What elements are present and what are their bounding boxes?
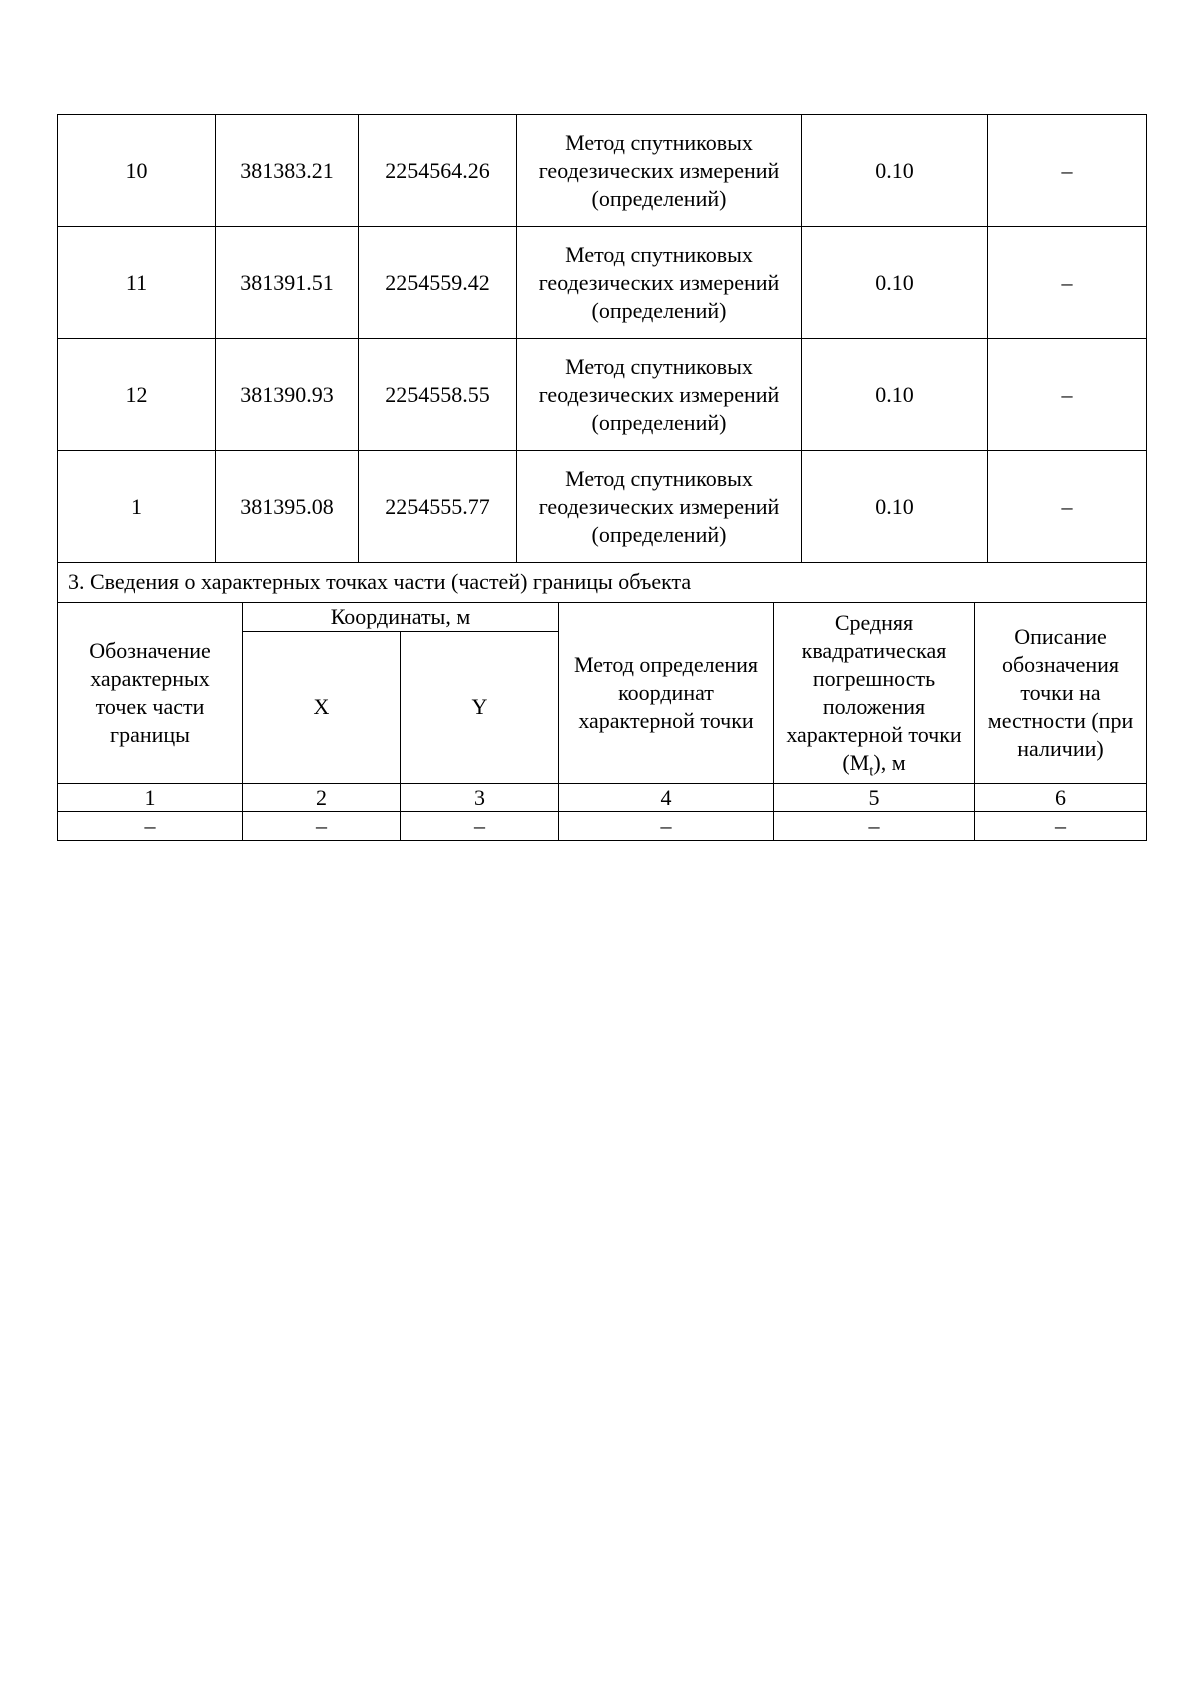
- table-row: [58, 451, 1147, 563]
- empty-cell: –: [243, 811, 401, 840]
- accuracy-cell: 0.10: [802, 339, 988, 451]
- points-table: [57, 114, 1147, 563]
- header-description: Описание обозначения точки на местности (при наличии): [975, 602, 1147, 783]
- point-number-cell: 11: [58, 227, 216, 339]
- accuracy-cell: 0.10: [802, 227, 988, 339]
- empty-data-row: [58, 811, 1147, 840]
- table-row: [58, 115, 1147, 227]
- accuracy-cell: 0.10: [802, 115, 988, 227]
- section3-title: 3. Сведения о характерных точках части (частей) границы объекта: [58, 562, 1147, 602]
- header-x: X: [243, 631, 401, 783]
- empty-cell: –: [774, 811, 975, 840]
- method-cell: Метод спутниковых геодезических измерений (определений): [517, 115, 802, 227]
- header-coordinates: Координаты, м: [243, 602, 559, 631]
- empty-cell: –: [58, 811, 243, 840]
- y-coordinate-cell: 2254555.77: [359, 451, 517, 563]
- column-number-cell: 5: [774, 783, 975, 811]
- method-cell: Метод спутниковых геодезических измерений (определений): [517, 339, 802, 451]
- x-coordinate-cell: 381390.93: [216, 339, 359, 451]
- description-cell: –: [988, 451, 1147, 563]
- column-number-cell: 2: [243, 783, 401, 811]
- header-method: Метод определения координат характерной точки: [559, 602, 774, 783]
- y-coordinate-cell: 2254564.26: [359, 115, 517, 227]
- point-number-cell: 12: [58, 339, 216, 451]
- empty-cell: –: [401, 811, 559, 840]
- column-number-cell: 3: [401, 783, 559, 811]
- header-designation: Обозначение характерных точек части границы: [58, 602, 243, 783]
- point-number-cell: 1: [58, 451, 216, 563]
- header-y: Y: [401, 631, 559, 783]
- column-number-cell: 4: [559, 783, 774, 811]
- description-cell: –: [988, 339, 1147, 451]
- point-number-cell: 10: [58, 115, 216, 227]
- x-coordinate-cell: 381383.21: [216, 115, 359, 227]
- column-number-row: [58, 783, 1147, 811]
- empty-cell: –: [559, 811, 774, 840]
- y-coordinate-cell: 2254559.42: [359, 227, 517, 339]
- y-coordinate-cell: 2254558.55: [359, 339, 517, 451]
- description-cell: –: [988, 227, 1147, 339]
- accuracy-cell: 0.10: [802, 451, 988, 563]
- table-row: [58, 339, 1147, 451]
- header-accuracy: Средняя квадратическая погрешность положения характерной точки $(M_t)$, м: [774, 602, 975, 783]
- method-cell: Метод спутниковых геодезических измерений (определений): [517, 227, 802, 339]
- x-coordinate-cell: 381395.08: [216, 451, 359, 563]
- empty-cell: –: [975, 811, 1147, 840]
- method-cell: Метод спутниковых геодезических измерений (определений): [517, 451, 802, 563]
- section3-table: [57, 562, 1147, 841]
- column-number-cell: 1: [58, 783, 243, 811]
- x-coordinate-cell: 381391.51: [216, 227, 359, 339]
- document-page: [57, 114, 1146, 841]
- table-row: [58, 227, 1147, 339]
- column-number-cell: 6: [975, 783, 1147, 811]
- description-cell: –: [988, 115, 1147, 227]
